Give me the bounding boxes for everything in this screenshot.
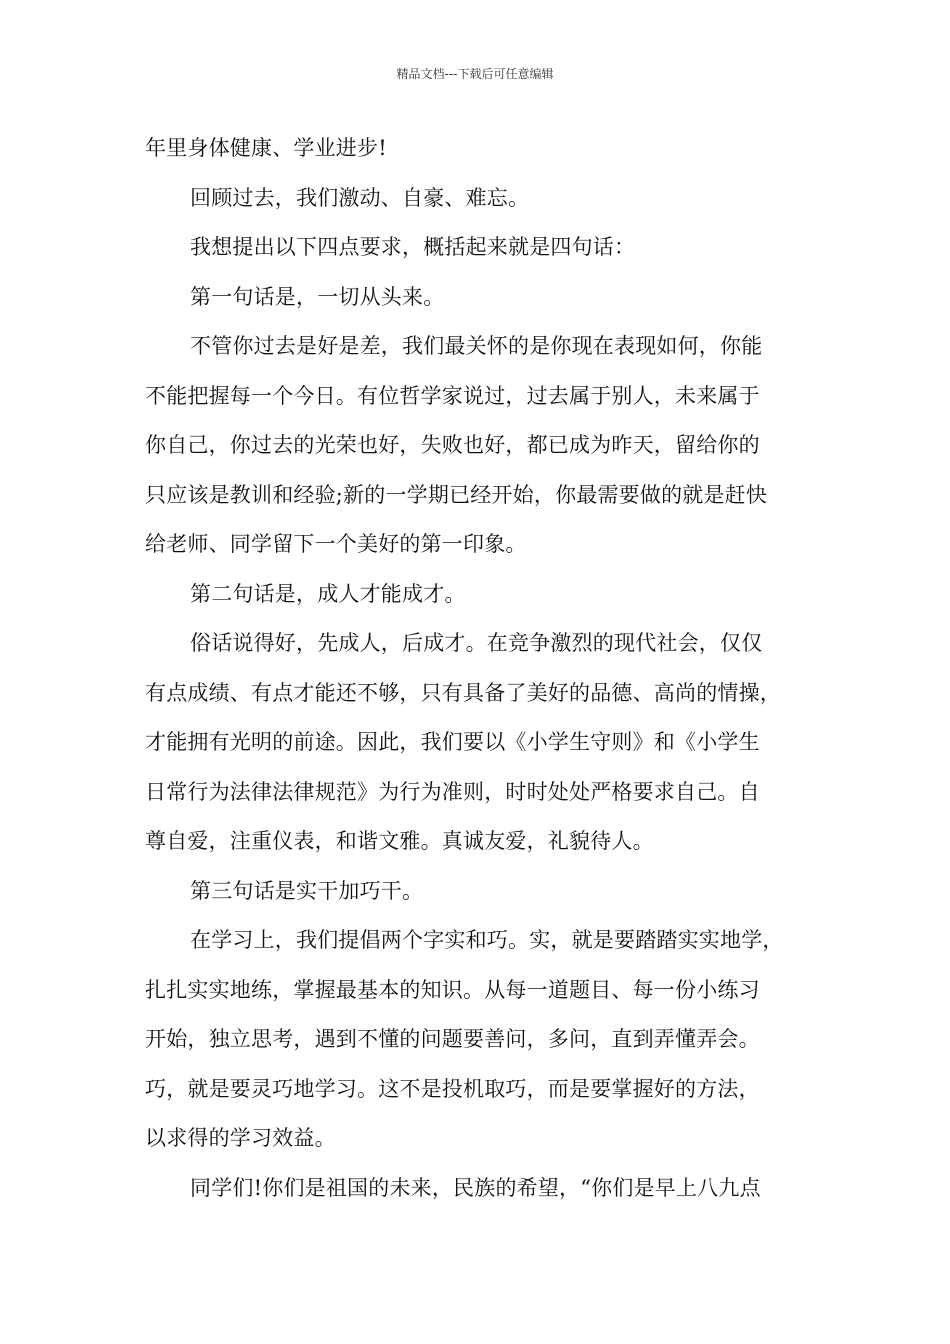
text-line: 巧，就是要灵巧地学习。这不是投机取巧，而是要掌握好的方法， — [145, 1076, 760, 1101]
text-line: 只应该是教训和经验;新的一学期已经开始，你最需要做的就是赶快 — [145, 482, 768, 507]
text-line: 你自己，你过去的光荣也好，失败也好，都已成为昨天，留给你的 — [145, 433, 760, 457]
text-line: 尊自爱，注重仪表，和谐文雅。真诚友爱，礼貌待人。 — [145, 829, 654, 853]
text-line: 第二句话是，成人才能成才。 — [190, 581, 466, 606]
text-line: 俗话说得好，先成人，后成才。在竞争激烈的现代社会，仅仅 — [190, 631, 763, 655]
text-line: 有点成绩、有点才能还不够，只有具备了美好的品德、高尚的情操， — [145, 680, 781, 705]
text-line: 第一句话是，一切从头来。 — [190, 284, 445, 309]
text-line: 扎扎实实地练，掌握最基本的知识。从每一道题目、每一份小练习 — [145, 977, 760, 1002]
text-line: 以求得的学习效益。 — [145, 1126, 336, 1150]
text-line: 第三句话是实干加巧干。 — [190, 878, 424, 903]
text-line: 才能拥有光明的前途。因此，我们要以《小学生守则》和《小学生 — [145, 730, 760, 754]
page-header: 精品文档---下载后可任意编辑 — [396, 67, 554, 81]
text-line: 回顾过去，我们激动、自豪、难忘。 — [190, 185, 530, 210]
text-line: 同学们!你们是祖国的未来，民族的希望，“你们是早上八九点 — [190, 1175, 761, 1200]
text-line: 日常行为法律法律规范》为行为准则，时时处处严格要求自己。自 — [145, 779, 760, 804]
text-line: 给老师、同学留下一个美好的第一印象。 — [145, 532, 527, 556]
document-body — [145, 124, 825, 1213]
text-line: 开始，独立思考，遇到不懂的问题要善问，多问，直到弄懂弄会。 — [145, 1027, 760, 1051]
text-line: 年里身体健康、学业进步! — [145, 136, 387, 160]
text-line: 不能把握每一个今日。有位哲学家说过，过去属于别人，未来属于 — [145, 383, 760, 408]
text-line: 在学习上，我们提倡两个字实和巧。实，就是要踏踏实实地学， — [190, 928, 784, 952]
text-line: 我想提出以下四点要求，概括起来就是四句话： — [190, 235, 636, 259]
text-line: 不管你过去是好是差，我们最关怀的是你现在表现如何，你能 — [190, 334, 763, 358]
